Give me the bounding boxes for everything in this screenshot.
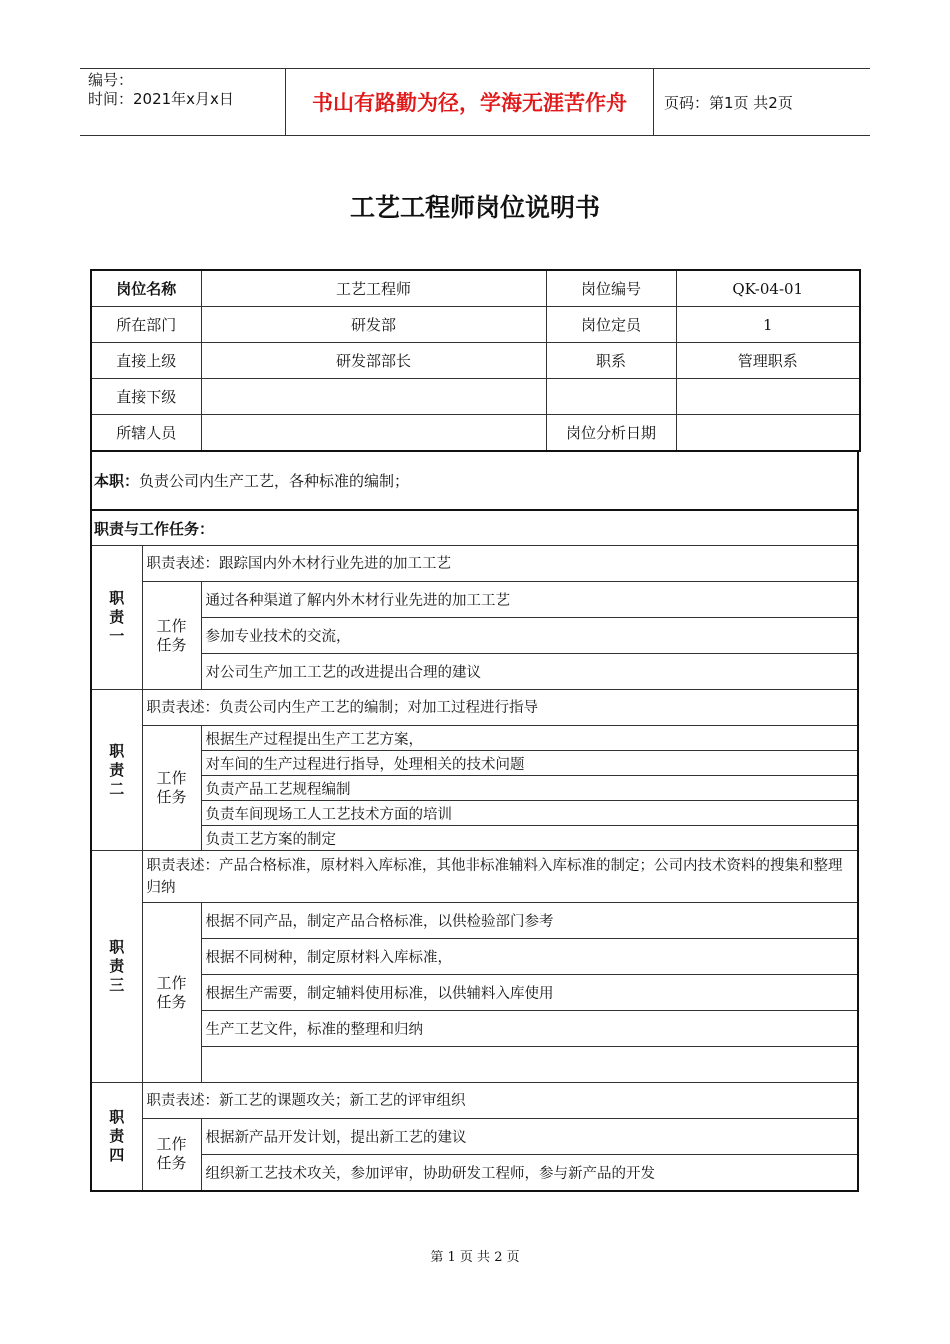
duty-statement-row [91, 546, 858, 582]
task-item: 对公司生产加工工艺的改进提出合理的建议 [201, 654, 858, 690]
time-label: 时间：2021年x月x日 [88, 90, 234, 108]
duty-label: 职 责 三 [91, 851, 142, 1083]
duty-summary-label: 本职： [94, 472, 140, 490]
duty-label: 职 责 二 [91, 690, 142, 851]
task-row [91, 1119, 858, 1155]
task-row [91, 751, 858, 776]
task-row [91, 903, 858, 939]
header-page-number: 页码：第1页 共2页 [664, 93, 793, 112]
work-task-label: 工作任务 [142, 726, 201, 851]
duty-statement-row [91, 1083, 858, 1119]
task-item: 根据生产需要，制定辅料使用标准，以供辅料入库使用 [201, 975, 858, 1011]
duty-statement: 职责表述：新工艺的课题攻关；新工艺的评审组织 [142, 1083, 858, 1119]
task-item: 负责产品工艺规程编制 [201, 776, 858, 801]
task-row [91, 1155, 858, 1191]
post-name-value: 工艺工程师 [201, 270, 546, 307]
duty-statement-row [91, 851, 858, 903]
task-item: 组织新工艺技术攻关，参加评审，协助研发工程师，参与新产品的开发 [201, 1155, 858, 1191]
duty-summary [90, 451, 859, 511]
page-footer: 第 1 页 共 2 页 [430, 1250, 520, 1265]
task-row [91, 1047, 858, 1083]
dept-label: 所在部门 [91, 307, 201, 343]
task-item: 根据生产过程提出生产工艺方案， [201, 726, 858, 751]
info-row [91, 343, 860, 379]
empty-cell [546, 379, 676, 415]
analysis-date-value [676, 415, 860, 452]
task-row [91, 582, 858, 618]
task-item: 生产工艺文件，标准的整理和归纳 [201, 1011, 858, 1047]
task-item [201, 1047, 858, 1083]
task-row [91, 618, 858, 654]
subordinate-label: 直接下级 [91, 379, 201, 415]
duties-table [90, 545, 859, 1192]
duty-statement: 职责表述：负责公司内生产工艺的编制；对加工过程进行指导 [142, 690, 858, 726]
quota-label: 岗位定员 [546, 307, 676, 343]
task-row [91, 654, 858, 690]
number-label: 编号： [88, 71, 134, 89]
task-row [91, 1011, 858, 1047]
staff-value [201, 415, 546, 452]
work-task-label: 工作任务 [142, 582, 201, 690]
post-info-table [90, 269, 861, 452]
info-row [91, 379, 860, 415]
empty-cell [676, 379, 860, 415]
analysis-date-label: 岗位分析日期 [546, 415, 676, 452]
task-item: 根据不同树种，制定原材料入库标准， [201, 939, 858, 975]
page-header [80, 68, 870, 136]
task-item: 对车间的生产过程进行指导，处理相关的技术问题 [201, 751, 858, 776]
task-item: 负责车间现场工人工艺技术方面的培训 [201, 801, 858, 826]
duty-label: 职 责 四 [91, 1083, 142, 1191]
post-code-value: QK-04-01 [676, 270, 860, 307]
task-row [91, 776, 858, 801]
post-code-label: 岗位编号 [546, 270, 676, 307]
series-label: 职系 [546, 343, 676, 379]
subordinate-value [201, 379, 546, 415]
quota-value: 1 [676, 307, 860, 343]
series-value: 管理职系 [676, 343, 860, 379]
info-row [91, 307, 860, 343]
post-name-label: 岗位名称 [91, 270, 201, 307]
superior-label: 直接上级 [91, 343, 201, 379]
header-meta [80, 69, 285, 135]
task-item: 通过各种渠道了解内外木材行业先进的加工工艺 [201, 582, 858, 618]
task-item: 负责工艺方案的制定 [201, 826, 858, 851]
staff-label: 所辖人员 [91, 415, 201, 452]
task-item: 根据新产品开发计划，提出新工艺的建议 [201, 1119, 858, 1155]
duty-statement: 职责表述：跟踪国内外木材行业先进的加工工艺 [142, 546, 858, 582]
header-motto: 书山有路勤为径，学海无涯苦作舟 [285, 69, 654, 135]
document-title: 工艺工程师岗位说明书 [349, 193, 600, 222]
task-item: 根据不同产品，制定产品合格标准，以供检验部门参考 [201, 903, 858, 939]
dept-value: 研发部 [201, 307, 546, 343]
duty-label: 职 责 一 [91, 546, 142, 690]
duty-statement-row [91, 690, 858, 726]
duty-summary-text: 负责公司内生产工艺，各种标准的编制； [139, 472, 410, 490]
task-row [91, 826, 858, 851]
task-row [91, 975, 858, 1011]
task-row [91, 726, 858, 751]
task-item: 参加专业技术的交流， [201, 618, 858, 654]
info-row [91, 415, 860, 452]
task-row [91, 801, 858, 826]
info-row [91, 270, 860, 307]
work-task-label: 工作任务 [142, 903, 201, 1083]
work-task-label: 工作任务 [142, 1119, 201, 1191]
duty-statement: 职责表述：产品合格标准，原材料入库标准，其他非标准辅料入库标准的制定；公司内技术资料的搜集和整理归纳 [142, 851, 858, 903]
superior-value: 研发部部长 [201, 343, 546, 379]
task-row [91, 939, 858, 975]
duties-heading: 职责与工作任务： [90, 510, 859, 546]
